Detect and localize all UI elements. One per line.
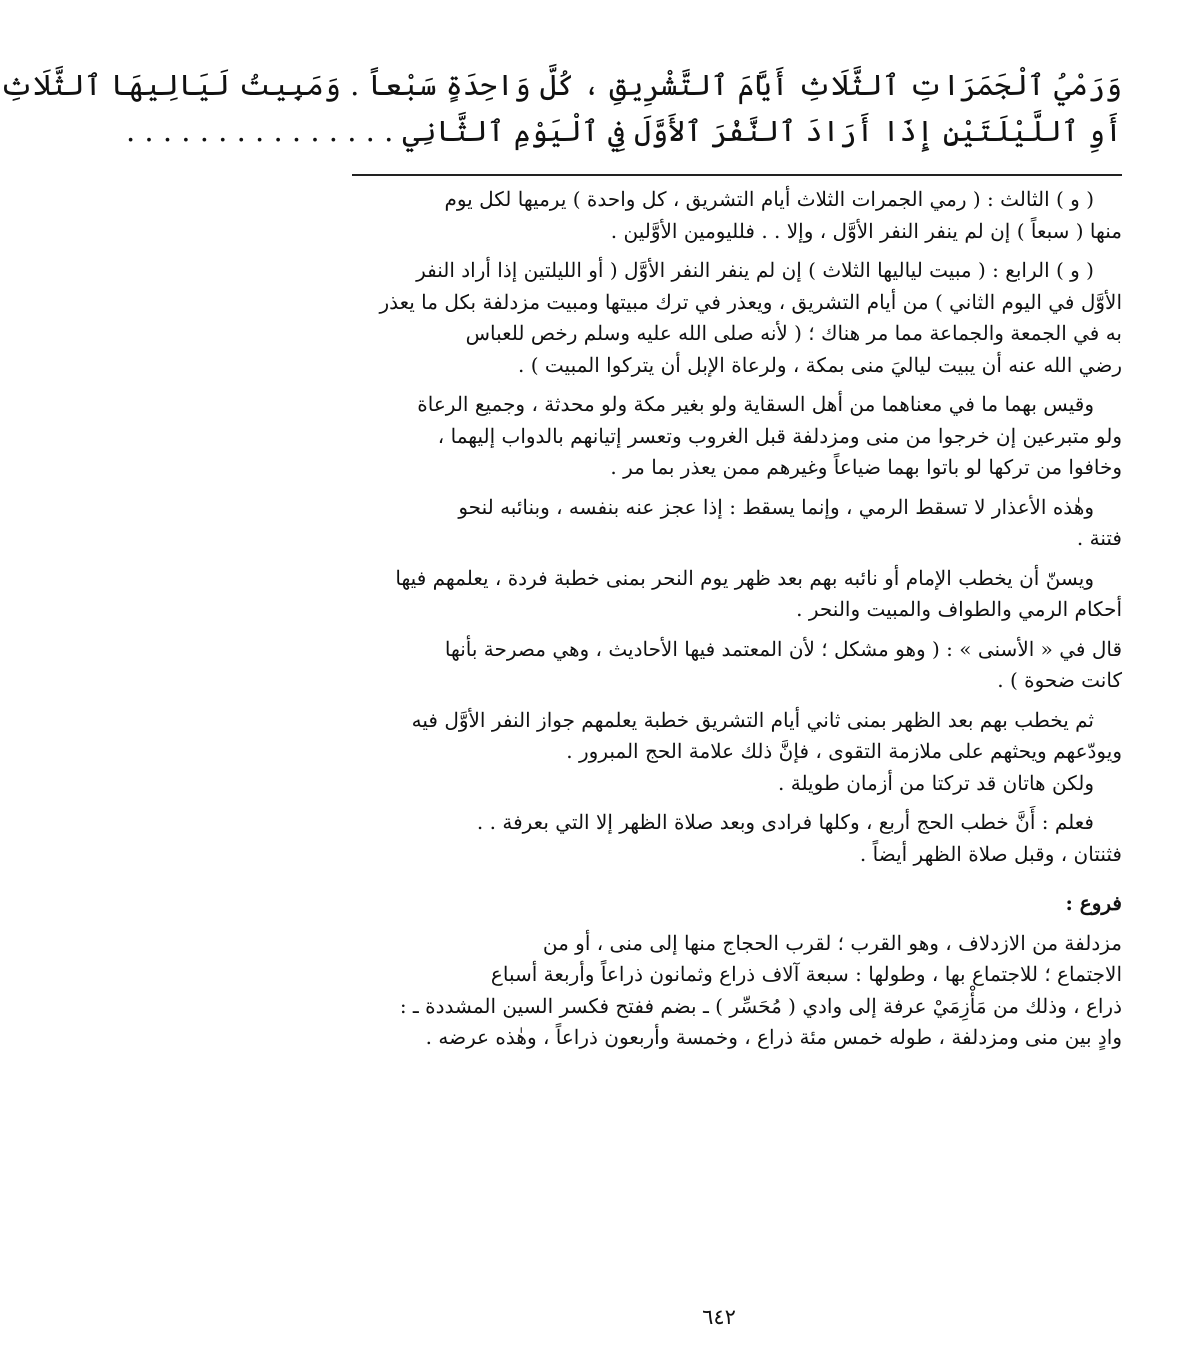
furu-heading: فروع : [1065, 891, 1122, 915]
separator-rule [352, 174, 1122, 176]
paragraph-line: ( و ) الثالث : ( رمي الجمرات الثلاث أيام التشريق ، كل واحدة ) يرميها لكل يوم [444, 187, 1094, 211]
paragraph-line: وقيس بهما ما في معناهما من أهل السقاية ولو بغير مكة ولو محدثة ، وجميع الرعاة [417, 392, 1094, 416]
main-text-line-1: وَرَمْيُ ٱلْجَمَرَاتِ ٱلثَّلَاثِ أَيَّامَ ٱلتَّشْرِيقِ ، كُلَّ وَاحِدَةٍ سَبْعاً . وَمَبِيتُ لَيَالِيهَا ٱلثَّلَاثِ [0, 68, 1122, 102]
paragraph-line: ( و ) الرابع : ( مبيت لياليها الثلاث ) إن لم ينفر النفر الأوَّل ( أو الليلتين إذا أراد النفر [416, 258, 1094, 282]
paragraph-line: ولكن هاتان قد تركتا من أزمان طويلة . [778, 770, 1094, 795]
paragraph-fourth-requirement [324, 255, 1122, 381]
paragraph-line: فثنتان ، وقبل صلاة الظهر أيضاً . [859, 841, 1122, 866]
paragraph-line: ولو متبرعين إن خرجوا من منى ومزدلفة قبل الغروب وتعسر إتيانهم بالدواب إليهما ، [437, 423, 1122, 448]
paragraph-sermon-nahr [324, 563, 1122, 626]
paragraph-four-sermons [324, 807, 1122, 870]
paragraph-line: رضي الله عنه أن يبيت لياليَ منى بمكة ، ولرعاة الإبل أن يتركوا المبيت ) . [518, 352, 1122, 377]
paragraph-third-requirement [324, 184, 1122, 247]
paragraph-line: الاجتماع ؛ للاجتماع بها ، وطولها : سبعة آلاف ذراع وثمانون ذراعاً وأربعة أسباع [490, 962, 1122, 986]
paragraph-line: ذراع ، وذلك من مَأْزِمَيْ عرفة إلى وادي ( مُحَسِّر ) ـ بضم ففتح فكسر السين المشددة ـ : [399, 993, 1122, 1018]
page-number: ٦٤٢ [702, 1305, 736, 1329]
paragraph-line: فعلم : أَنَّ خطب الحج أربع ، وكلها فرادى وبعد صلاة الظهر إلا التي بعرفة . . [476, 810, 1094, 834]
paragraph-line: منها ( سبعاً ) إن لم ينفر النفر الأوَّل ، وإلا . . فلليومين الأوَّلين . [610, 218, 1122, 243]
paragraph-line: فتنة . [1076, 526, 1122, 550]
paragraph-line: مزدلفة من الازدلاف ، وهو القرب ؛ لقرب الحجاج منها إلى منى ، أو من [542, 930, 1122, 955]
paragraph-line: ويسنّ أن يخطب الإمام أو نائبه بهم بعد ظهر يوم النحر بمنى خطبة فردة ، يعلمهم فيها [395, 565, 1094, 590]
main-text [0, 62, 1122, 154]
paragraph-line: وادٍ بين منى ومزدلفة ، طوله خمس مئة ذراع ، وخمسة وأربعون ذراعاً ، وهٰذه عرضه . [425, 1025, 1122, 1049]
paragraph-line: كانت ضحوة ) . [997, 668, 1122, 692]
paragraph-line: وخافوا من تركها لو باتوا بهما ضياعاً وغيرهم ممن يعذر بما مر . [610, 455, 1122, 479]
paragraph-muzdalifa [324, 928, 1122, 1054]
paragraph-line: ويودّعهم ويحثهم على ملازمة التقوى ، فإنَّ ذلك علامة الحج المبرور . [566, 739, 1122, 763]
paragraph-line: قال في « الأسنى » : ( وهو مشكل ؛ لأن المعتمد فيها الأحاديث ، وهي مصرحة بأنها [444, 636, 1122, 661]
paragraph-line: الأوَّل في اليوم الثاني ) من أيام التشريق ، ويعذر في ترك مبيتها ومبيت مزدلفة بكل ما يعذر [379, 289, 1122, 314]
paragraph-second-sermon [324, 705, 1122, 800]
paragraph-analogy [324, 389, 1122, 484]
commentary [324, 184, 1122, 1054]
paragraph-asna-quote [324, 634, 1122, 697]
paragraph-excuses [324, 492, 1122, 555]
paragraph-line: أحكام الرمي والطواف والمبيت والنحر . [796, 597, 1122, 621]
paragraph-line: به في الجمعة والجماعة مما مر هناك ؛ ( لأنه صلى الله عليه وسلم رخص للعباس [465, 321, 1122, 345]
paragraph-line: وهٰذه الأعذار لا تسقط الرمي ، وإنما يسقط : إذا عجز عنه بنفسه ، وبنائبه لنحو [458, 494, 1094, 519]
paragraph-line: ثم يخطب بهم بعد الظهر بمنى ثاني أيام التشريق خطبة يعلمهم جواز النفر الأوَّل فيه [411, 707, 1094, 732]
main-text-line-2: أَوِ ٱللَّيْلَتَيْنِ إِذَا أَرَادَ ٱلنَّفْرَ ٱلأَوَّلَ فِي ٱلْيَوْمِ ٱلثَّانِي . . . . . . . . . . . . . . . [126, 114, 1122, 148]
